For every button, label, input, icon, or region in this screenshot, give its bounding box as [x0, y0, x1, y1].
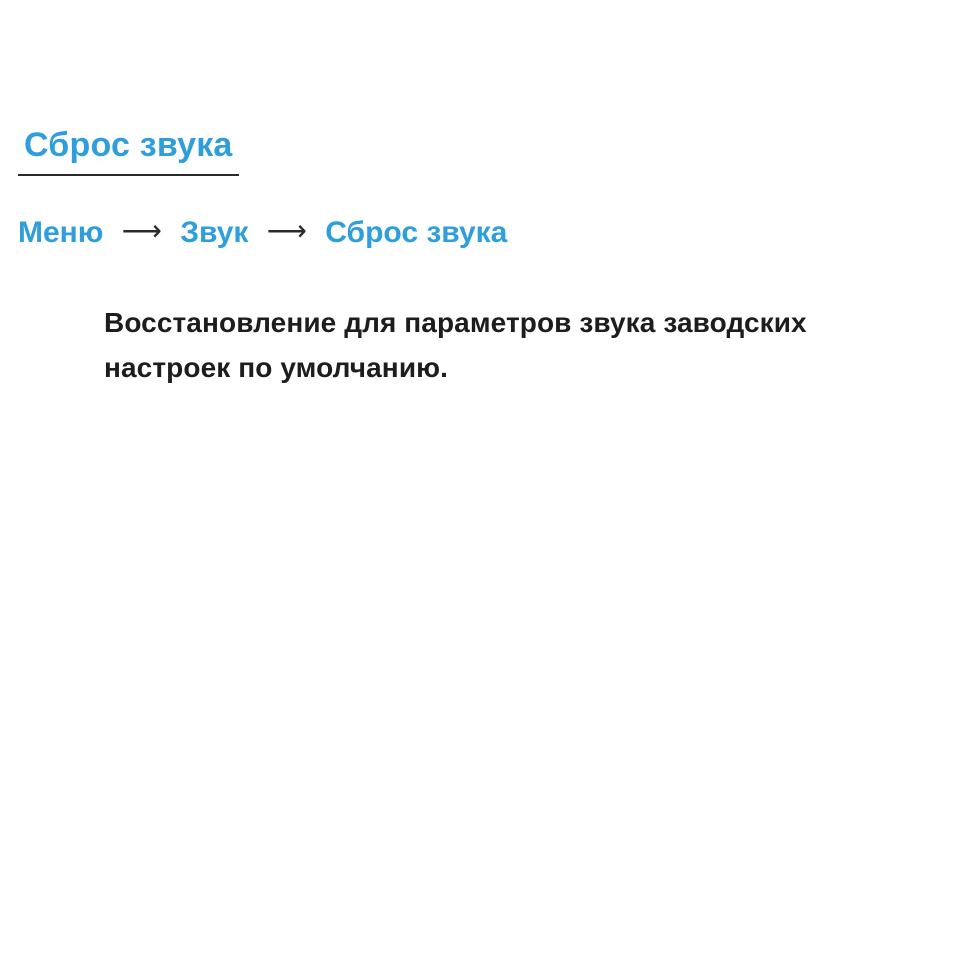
breadcrumb-item-sound[interactable]: Звук — [180, 216, 249, 249]
arrow-right-icon: ⟶ — [121, 215, 162, 246]
arrow-right-icon: ⟶ — [266, 215, 307, 246]
page-title: Сброс звука — [18, 125, 239, 176]
breadcrumb-item-sound-reset[interactable]: Сброс звука — [325, 216, 508, 249]
breadcrumb — [18, 214, 507, 252]
page-title-block — [18, 125, 239, 176]
breadcrumb-item-menu[interactable]: Меню — [18, 216, 104, 249]
description-text: Восстановление для параметров звука заводских настроек по умолчанию. — [104, 307, 807, 384]
